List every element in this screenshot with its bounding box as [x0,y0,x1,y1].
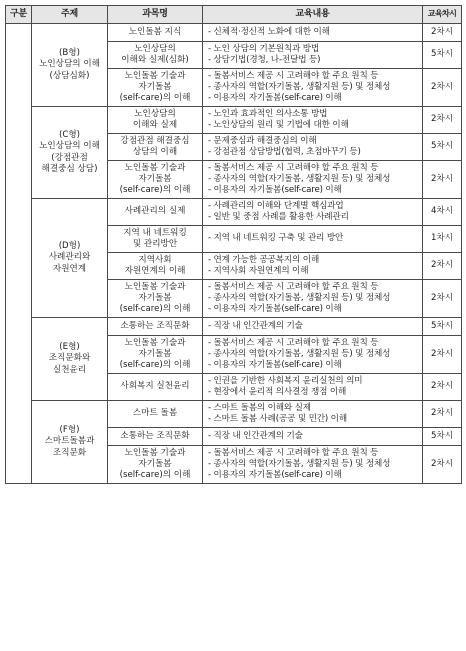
topic-cell [32,401,108,484]
content-line: - 종사자의 역할(자기돌봄, 생활지원 등) 및 정체성 [208,292,391,303]
topic-line: 조직문화와 [48,353,91,364]
category-cell [6,24,32,484]
content-line: - 종사자의 역할(자기돌봄, 생활지원 등) 및 정체성 [208,173,391,184]
table-row [6,107,462,134]
course-name-line: 노인돌봄 기술과 [124,447,186,458]
content-line: - 지역 내 네트워킹 구축 및 관리 방안 [208,233,344,244]
content-cell [203,374,423,401]
topic-cell [32,107,108,199]
content-line: - 이용자의 자기돌봄(self-care) 이해 [208,470,342,481]
course-name-cell [108,226,203,253]
course-name-line: 이해와 실제 [132,120,178,130]
course-name-line: (self-care)의 이해 [119,185,191,196]
topic-cell [32,199,108,318]
course-name-line: 자기돌봄 [138,292,172,303]
course-name-cell [108,318,203,336]
content-cell [203,107,423,134]
topic-cell [32,318,108,401]
content-line: - 종사자의 역할(자기돌봄, 생활지원 등) 및 정체성 [208,458,391,469]
content-line: - 스마트 돌봄 사례(공공 및 민간) 이해 [208,414,347,424]
content-line: - 종사자의 역할(자기돌봄, 생활지원 등) 및 정체성 [208,348,391,359]
course-name-line: 강점관점 해결중심 [120,135,190,146]
content-line: - 인권을 기반한 사회복지 윤리실천의 의미 [208,375,363,386]
sessions-cell: 5차시 [423,318,462,336]
course-name-line: 상담의 이해 [132,147,178,157]
course-name-line: 노인돌봄 기술과 [124,162,186,173]
course-name-line: 노인돌봄 기술과 [124,337,186,348]
content-line: - 직장 내 인간관계의 기술 [208,430,303,441]
course-name-cell [108,280,203,318]
sessions-cell: 2차시 [423,107,462,134]
content-line: - 사례관리의 이해와 단계별 핵심과업 [208,200,344,211]
content-line: - 이용자의 자기돌봄(self-care) 이해 [208,93,342,104]
content-cell [203,401,423,428]
table-row [6,24,462,42]
course-name-line: 자기돌봄 [138,173,172,184]
table-row [6,199,462,226]
sessions-cell: 2차시 [423,24,462,42]
course-name-line: 노인돌봄 기술과 [124,70,186,81]
course-name-cell [108,253,203,280]
content-cell [203,199,423,226]
header-topic: 주제 [32,6,108,24]
table-body [6,24,462,484]
sessions-cell: 5차시 [423,42,462,69]
sessions-cell: 1차시 [423,226,462,253]
topic-cell [32,24,108,107]
topic-line: (C형) [58,130,80,141]
course-name-line: 소통하는 조직문화 [120,320,190,331]
header-course-name: 과목명 [108,6,203,24]
course-name-cell [108,24,203,42]
content-line: - 강점관점 상담방법(협력, 초점바꾸기 등) [208,147,361,157]
course-name-cell [108,69,203,107]
sessions-cell: 2차시 [423,336,462,374]
course-name-line: 스마트 돌봄 [132,408,178,419]
topic-line: 해결중심 상담) [41,163,98,174]
topic-line: (E형) [59,342,80,353]
header-content: 교육내용 [203,6,423,24]
content-line: - 연계 가능한 공공복지의 이해 [208,254,320,265]
sessions-cell: 5차시 [423,428,462,446]
header-sessions: 교육차시 [423,6,462,24]
sessions-cell: 5차시 [423,134,462,161]
table-row [6,401,462,428]
course-name-cell [108,107,203,134]
course-name-line: 지역사회 [138,254,172,265]
content-line: - 일반 및 중점 사례를 활용한 사례관리 [208,212,349,222]
content-cell [203,24,423,42]
course-name-cell [108,446,203,484]
course-name-line: (self-care)의 이해 [119,360,191,371]
content-cell [203,42,423,69]
topic-line: 스마트돌봄과 [44,436,95,447]
sessions-cell: 2차시 [423,69,462,107]
content-line: - 노인과 효과적인 의사소통 방법 [208,108,328,119]
content-line: - 신체적·정신적 노화에 대한 이해 [208,26,330,37]
content-line: - 지역사회 자원연계의 이해 [208,266,309,276]
course-name-line: 노인상담의 [134,108,176,119]
course-name-line: (self-care)의 이해 [119,470,191,481]
course-name-cell [108,199,203,226]
course-name-cell [108,336,203,374]
course-name-line: 이해와 실제(심화) [121,55,189,65]
topic-line: 조직문화 [52,447,87,458]
content-cell [203,280,423,318]
curriculum-table-container [5,5,462,484]
topic-line: (상담심화) [49,70,90,81]
content-line: - 돌봄서비스 제공 시 고려해야 할 주요 원칙 등 [208,70,379,81]
course-name-line: 노인돌봄 지식 [128,26,182,37]
content-line: - 돌봄서비스 제공 시 고려해야 할 주요 원칙 등 [208,162,379,173]
content-line: - 종사자의 역할(자기돌봄, 생활지원 등) 및 정체성 [208,81,391,92]
topic-line: (F형) [59,425,80,436]
content-cell [203,226,423,253]
topic-line: (강점관점 [51,152,88,163]
course-name-line: 소통하는 조직문화 [120,430,190,441]
content-cell [203,69,423,107]
content-line: - 노인 상담의 기본원칙과 방법 [208,43,320,54]
course-name-cell [108,374,203,401]
topic-line: (B형) [59,48,80,59]
course-name-line: 자기돌봄 [138,458,172,469]
course-name-cell [108,161,203,199]
course-name-cell [108,134,203,161]
content-cell [203,318,423,336]
sessions-cell: 2차시 [423,253,462,280]
course-name-cell [108,428,203,446]
content-line: - 돌봄서비스 제공 시 고려해야 할 주요 원칙 등 [208,281,379,292]
curriculum-table [5,5,462,484]
content-line: - 스마트 돌봄의 이해와 실제 [208,402,311,413]
content-line: - 이용자의 자기돌봄(self-care) 이해 [208,360,342,371]
sessions-cell: 4차시 [423,199,462,226]
content-cell [203,446,423,484]
course-name-line: 자기돌봄 [138,348,172,359]
content-line: - 이용자의 자기돌봄(self-care) 이해 [208,304,342,315]
content-cell [203,161,423,199]
course-name-line: 자원연계의 이해 [124,266,186,276]
content-line: - 상담기법(경청, 나-전달법 등) [208,55,321,65]
content-line: - 돌봄서비스 제공 시 고려해야 할 주요 원칙 등 [208,337,379,348]
sessions-cell: 2차시 [423,280,462,318]
topic-line: 노인상담의 이해 [39,141,100,152]
course-name-line: 자기돌봄 [138,81,172,92]
sessions-cell: 2차시 [423,374,462,401]
sessions-cell: 2차시 [423,446,462,484]
content-line: - 돌봄서비스 제공 시 고려해야 할 주요 원칙 등 [208,447,379,458]
topic-line: 사례관리와 [48,252,91,263]
course-name-cell [108,42,203,69]
content-line: - 이용자의 자기돌봄(self-care) 이해 [208,185,342,196]
header-row [6,6,462,24]
topic-line: 자원연계 [52,263,87,274]
content-line: - 직장 내 인간관계의 기술 [208,320,303,331]
content-cell [203,253,423,280]
topic-line: 노인상담의 이해 [39,59,100,70]
content-line: - 노인상담의 원리 및 기법에 대한 이해 [208,120,349,130]
table-row [6,318,462,336]
topic-line: 실천윤리 [52,364,87,375]
course-name-line: (self-care)의 이해 [119,304,191,315]
header-category: 구분 [6,6,32,24]
course-name-cell [108,401,203,428]
sessions-cell: 2차시 [423,401,462,428]
content-line: - 현장에서 윤리적 의사결정 쟁점 이해 [208,387,347,397]
content-cell [203,428,423,446]
content-line: - 문제중심과 해결중심의 이해 [208,135,317,146]
content-cell [203,336,423,374]
course-name-line: 지역 내 네트워킹 [123,227,187,238]
course-name-line: 사회복지 실천윤리 [120,381,190,392]
topic-line: (D형) [58,241,81,252]
course-name-line: 노인돌봄 기술과 [124,281,186,292]
sessions-cell: 2차시 [423,161,462,199]
course-name-line: 및 관리방안 [132,239,178,249]
course-name-line: 노인상담의 [134,43,176,54]
content-cell [203,134,423,161]
course-name-line: (self-care)의 이해 [119,93,191,104]
course-name-line: 사례관리의 실제 [124,206,186,217]
